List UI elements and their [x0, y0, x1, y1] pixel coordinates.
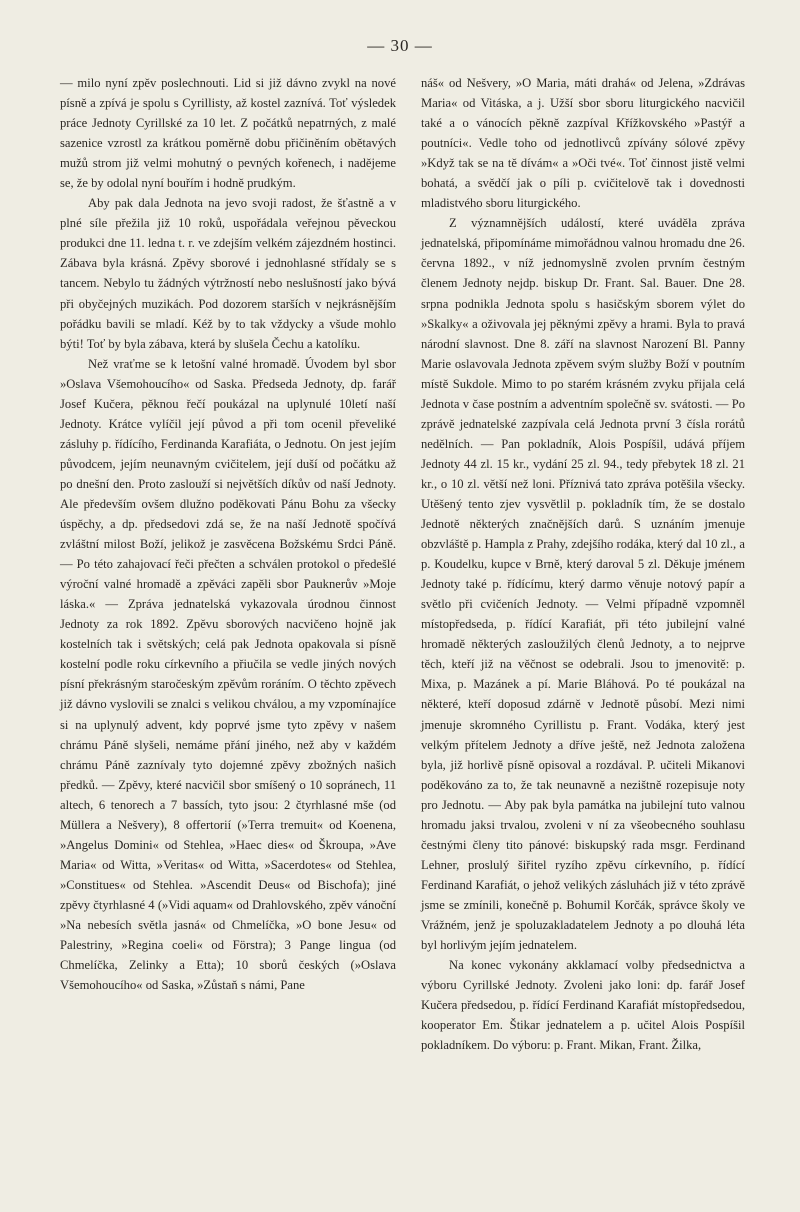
- right-column: [421, 73, 745, 1055]
- page-number: — 30 —: [367, 36, 433, 55]
- paragraph: Aby pak dala Jednota na jevo svoji radost, že šťastně a v plné síle přežila již 10 roků, uspořádala veřejnou pěveckou produkci dne 11. ledna t. r. ve zdejším velkém zájezdném hostinci. Zábava byla krásná. Zpěvy sborové i jednohlasné střídaly se s tancem. Nebylo tu žádných výtržností nebo neslušností jako bývá při obyčejných muzikách. Pod dozorem starších v nejkrásnějším pořádku bavili se mladí. Kéž by to tak vždycky a všude mohlo býti! Toť by byla zábava, která by slušela Čechu a katolíku.: [60, 196, 396, 351]
- paragraph: náš« od Nešvery, »O Maria, máti drahá« od Jelena, »Zdrávas Maria« od Vitáska, a j. Užší sbor sboru liturgického nacvičil také a o vánocích pěkně zazpíval Křížkovského »Pastýř a poutníci«. Vedle toho od jednotlivců zpívány sólové zpěvy »Když tak se na tě dívám« a »Oči tvé«. Toť činnost jistě velmi bohatá, a svědčí jak o píli p. cvičitelově tak i dovednosti mladistvého sboru liturgického.: [421, 76, 745, 211]
- left-column: [60, 73, 396, 995]
- paragraph: — milo nyní zpěv poslechnouti. Lid si již dávno zvykl na nové písně a zpívá je spolu s Cyrillisty, až kostel zaznívá. Toť výsledek práce Jednoty Cyrillské za 10 let. Z počátků nepatrných, z malé sazenice vzrostl za krátkou poměrně dobu přičiněním obětavých mužů strom již velmi mohutný o pevných kořenech, i nadějeme se, že by odolal nyní bouřím i hodně prudkým.: [60, 76, 396, 191]
- paragraph: Než vraťme se k letošní valné hromadě. Úvodem byl sbor »Oslava Všemohoucího« od Saska. Předseda Jednoty, dp. farář Josef Kučera, pěknou řečí poukázal na uplynulé 10letí naší Jednoty. Krátce vylíčil její původ a při tom ocenil převeliké zásluhy p. řídícího, Ferdinanda Karafiáta, o Jednotu. On jest jejím původcem, jejím neunavným cvičitelem, její duší od počátku až po dnešní den. Proto zaslouží si největších díkův od naší Jednoty. Ale především ovšem dlužno poděkovati Pánu Bohu za všecky úspěchy, a dp. předsedovi zdá se, že na naší Jednotě spočívá zvláštní milost Boží, jelikož je zasvěcena Božskému Srdci Páně. — Po této zahajovací řeči přečten a schválen protokol o předešlé výroční valné hromadě a zpěváci zapěli sbor Pauknerův »Moje láska.« — Zpráva jednatelská vykazovala úrodnou činnost Jednoty za rok 1892. Zpěvu sborových nacvičeno hojně jak kostelních tak i světských; celá pak Jednota opakovala si písně kostelní podle roku církevního a přiučila se vedle jiných nových písní překrásným staročeským zpěvům roráním. O těchto zpěvech již dávno vyslovili se znalci s velikou chválou, a my vzpomínajíce si na uplynulý advent, kdy poprvé jsme tyto zpěvy v našem chrámu Páně slyšeli, nemáme přání jiného, než aby v každém chrámu Páně zaznívaly tyto dojemné zpěvy zbožných našich předků. — Zpěvy, které nacvičil sbor smíšený o 10 sopránech, 11 altech, 6 tenorech a 7 bassích, tyto jsou: 2 čtyrhlasné mše (od Müllera a Nešvery), 8 offertorií (»Terra tremuit« od Koenena, »Angelus Domini« od Stehlea, »Haec dies« od Škroupa, »Ave Maria« od Witta, »Veritas« od Witta, »Sacerdotes« od Stehlea, »Constitues« od Stehlea. »Ascendit Deus« od Bischofa); jiné zpěvy čtyrhlasné 4 (»Vidi aquam« od Drahlovského, zpěv vánoční »Na nebesích světla jasná« od Chmelíčka, »O bone Jesu« od Palestriny, »Regina coeli« od Förstra); 3 Pange lingua (od Chmelíčka, Zelinky a Etta); 10 sborů českých (»Oslava Všemohoucího« od Saska, »Zůstaň s námi, Pane: [60, 356, 396, 993]
- paragraph: Na konec vykonány akklamací volby předsednictva a výboru Cyrillské Jednoty. Zvoleni jako loni: dp. farář Josef Kučera předsedou, p. řídící Ferdinand Karafiát místopředsedou, kooperator Em. Štikar jednatelem a p. učitel Alois Pospíšil pokladníkem. Do výboru: p. Frant. Mikan, Frant. Žilka,: [421, 958, 745, 1053]
- paragraph: Z významnějších událostí, které uváděla zpráva jednatelská, připomínáme mimořádnou valnou hromadu dne 26. června 1892., v níž jednomyslně zvolen prvním čestným členem Jednoty nejdp. biskup Dr. Frant. Sal. Bauer. Dne 28. srpna podnikla Jednota spolu s hasičským sborem výlet do »Skalky« a oživovala jej pěknými zpěvy a hrami. Byla to pravá národní slavnost. Dne 8. září na slavnost Narození Bl. Panny Marie oslavovala Jednota zpěvem svým služby Boží v poutním místě Sukdole. Mimo to po starém krásném zvyku přijala celá Jednota v čase postním a adventním společně sv. svátosti. — Po zprávě jednatelské zazpívala celá Jednota první 3 čísla rorátů nedělních. — Pan pokladník, Alois Pospíšil, udává příjem Jednoty 44 zl. 15 kr., vydání 25 zl. 94., tedy přebytek 18 zl. 21 kr., o 10 zl. větší než loni. Příznivá tato zpráva potěšila všecky. Utěšený tento zjev vysvětlil p. pokladník tím, že se dostalo Jednotě některých značnějších darů. S uznáním jmenuje obzvláště p. Hampla z Prahy, zdejšího rodáka, který dal 10 zl., a p. Koudelku, kupce v Brně, který daroval 5 zl. Děkuje jménem Jednoty také p. řídícímu, který darmo věnuje notový papír a světlo při cvičeních Jednoty. — Velmi případně vzpomněl místopředseda, p. řídící Karafiát, při této jubilejní valné hromadě některých zasloužilých členů Jednoty, a to nejprve těch, kteří již na věčnost se odebrali. Jsou to jmenovitě: p. Mixa, p. Mazánek a pí. Marie Bláhová. Po té poukázal na některé, kteří doposud zdárně v Jednotě působí. Mezi nimi jmenuje skromného Cyrillistu p. Frant. Vodáka, který jest velkým přítelem Jednoty a dříve ještě, než Jednota založena byla, již horlivě písně opisoval a rozdával. P. učiteli Mikanovi poděkováno za to, že tak neunavně a nezištně rozepisuje noty pro Jednotu. — Aby pak byla památka na jubilejní tuto valnou hromadu jaksi trvalou, zvoleni v ní za všeobecného souhlasu čestnými členy tito pánové: biskupský rada msgr. Ferdinand Lehner, proslulý šiřitel ryzího zpěvu církevního, p. řídící Ferdinand Karafiát, o jehož velikých zásluhách již v této zprávě jsme se zmínili, konečně p. Bohumil Korčák, správce školy ve Vrážném, jenž je spoluzakladatelem Jednoty a po dlouhá léta byl horlivým jejím jednatelem.: [421, 216, 745, 953]
